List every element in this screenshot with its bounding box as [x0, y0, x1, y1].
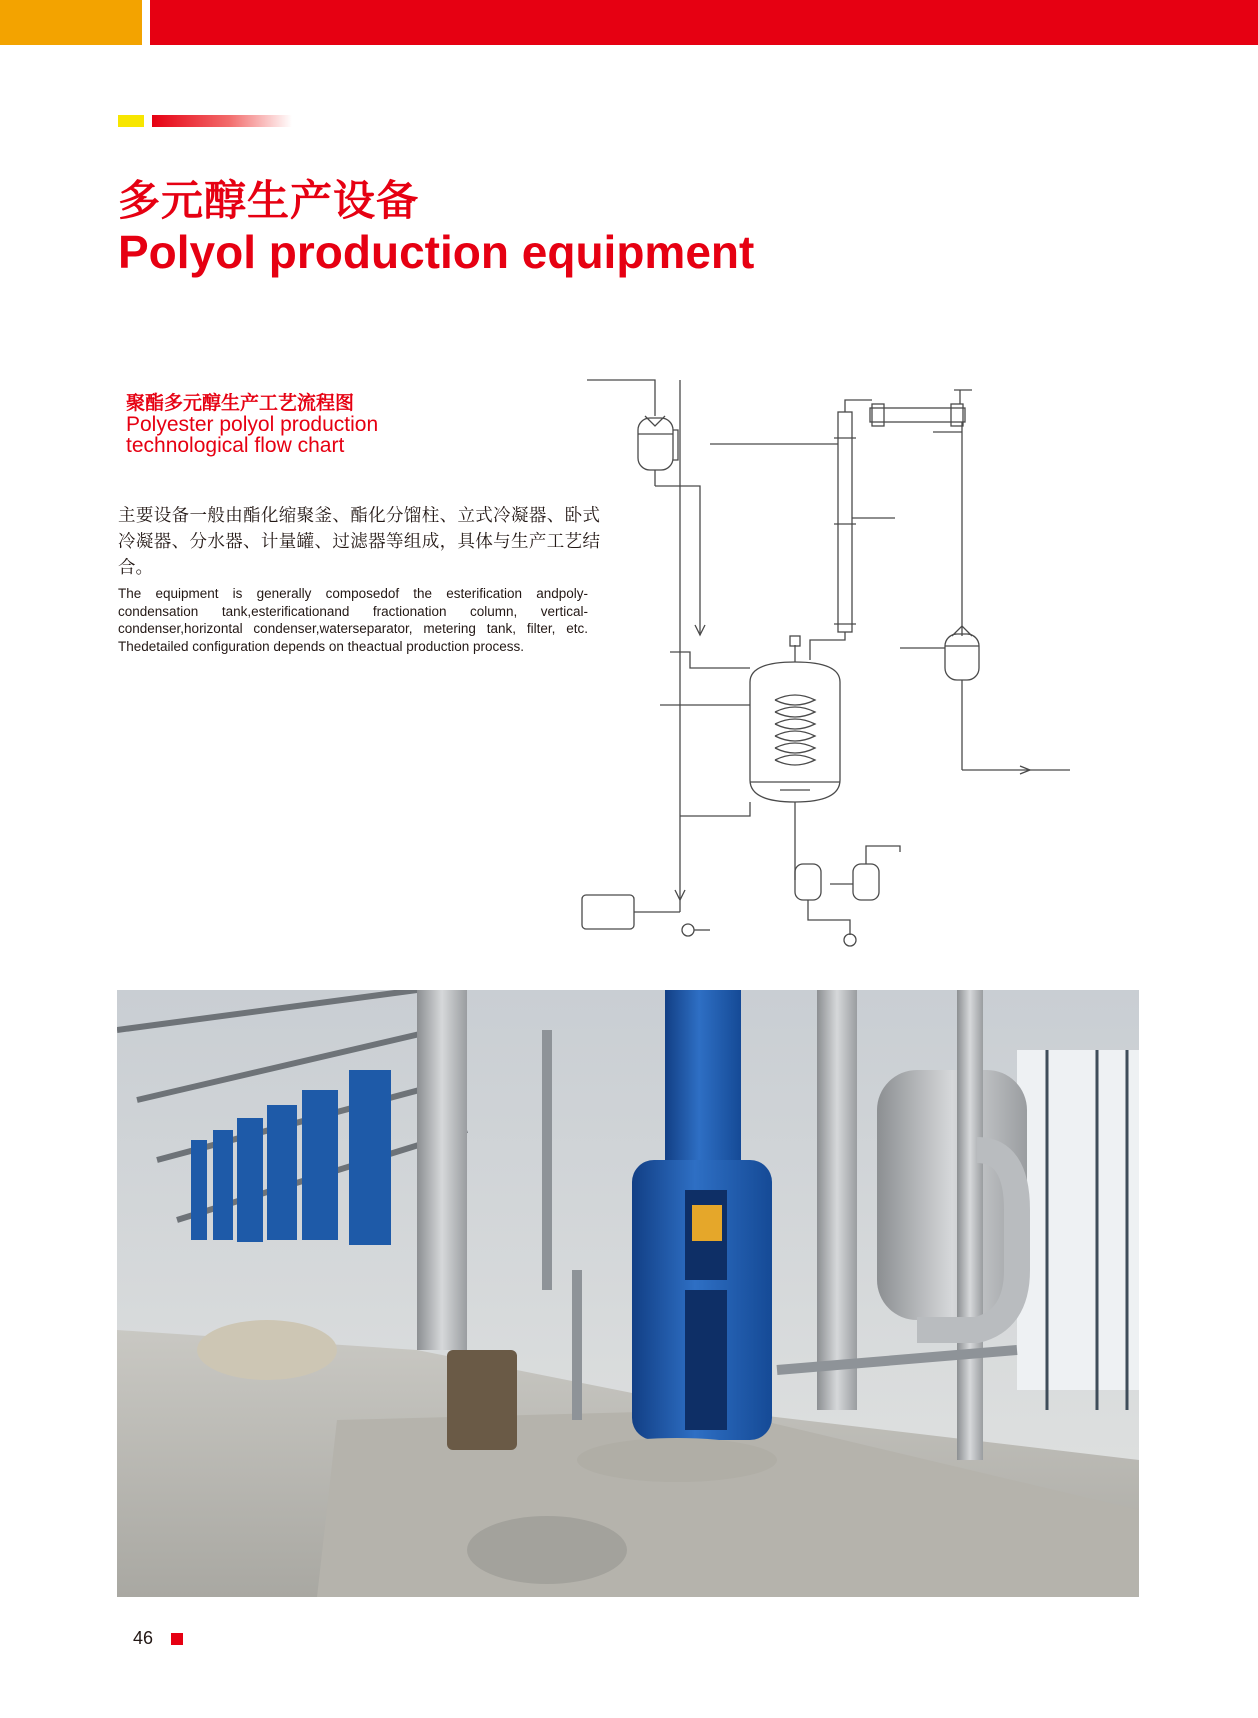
process-flow-diagram	[570, 370, 1070, 950]
title-decoration-red	[152, 115, 292, 127]
metering-tank	[587, 380, 705, 635]
top-bar-red	[150, 0, 1258, 45]
description-cn: 主要设备一般由酯化缩聚釜、酯化分馏柱、立式冷凝器、卧式冷凝器、分水器、计量罐、过滤器等组成，具体与生产工艺结合。	[118, 506, 600, 578]
water-separator	[900, 626, 1070, 774]
page-title-en: Polyol production equipment	[118, 226, 755, 278]
top-bar-orange	[0, 0, 142, 45]
flow-chart-title-en: Polyester polyol production technological flow chart	[126, 413, 379, 457]
description-en: The equipment is generally composedof the esterification andpoly-condensation tank,esterificationand fractionation column, vertical-condenser,horizontal condenser,waterseparator, metering tank, filter, etc. Thedetailed configuration depends on theactual production process.	[118, 586, 588, 654]
raw-material-tank	[582, 380, 710, 936]
equipment-photo	[117, 990, 1139, 1597]
flow-chart-title-cn: 聚酯多元醇生产工艺流程图	[126, 392, 355, 414]
fractionation-column	[710, 400, 895, 660]
filters	[795, 846, 900, 946]
page-title-cn: 多元醇生产设备	[118, 176, 420, 225]
page-number: 46	[133, 1628, 154, 1648]
page-marker-square	[171, 1633, 183, 1645]
title-decoration-yellow	[118, 115, 144, 127]
esterification-reactor	[660, 636, 840, 880]
horizontal-condenser	[870, 390, 972, 636]
